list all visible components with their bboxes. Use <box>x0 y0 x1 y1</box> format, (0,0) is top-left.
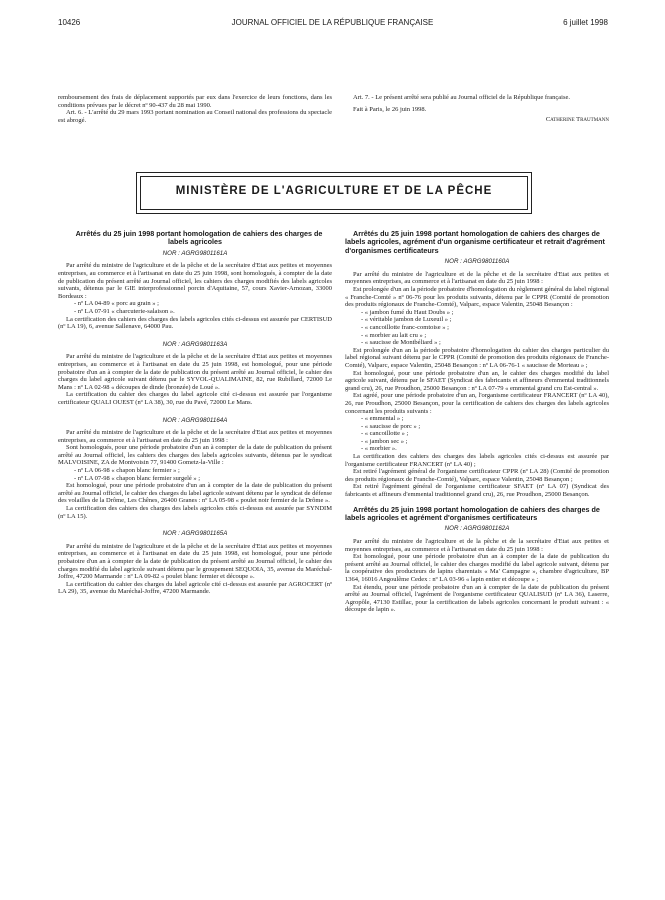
list-item: - nº LA 07-98 « chapon blanc fermier surgelé » ; <box>74 474 201 482</box>
list-item: - « saucisse de Montbéliard » ; <box>361 339 441 347</box>
issue-date: 6 juillet 1998 <box>563 18 608 27</box>
list-item: - « emmental » ; <box>361 415 404 423</box>
paragraph: Est retiré l'agrément général de l'organisme certificateur SFAET (nº LA 07) (Syndicat des fabricants et affineurs d'emmental traditionnel grand cru), 26, rue Proudhon, 25000 Besançon. <box>345 483 609 499</box>
paragraph: La certification des cahiers des charges des labels agricoles cités ci-dessus est assurée par l'organisme certificateur FRANCERT (nº LA 40) ; <box>345 453 609 468</box>
paragraph: Par arrêté du ministre de l'agriculture et de la pêche et de la secrétaire d'Etat aux petites et moyennes entreprises, au commerce et à l'artisanat en date du 25 juin 1998 : <box>345 538 609 553</box>
list-item: - « cancoillotte franc-comtoise » ; <box>361 323 449 331</box>
nor-reference: NOR : AGRG9801162A <box>444 525 510 533</box>
paragraph: Par arrêté du ministre de l'agriculture et de la pêche et de la secrétaire d'Etat aux petites et moyennes entreprises, au commerce et à l'artisanat en date du 25 juin 1998, est homologué, pour une période probatoire d'un an à compter de la date de publication du présent arrêté au Journal officiel, le cahier des charges modifié du label agricole suivant détenu par le groupement SEQUOIA, 35, avenue du Maréchal-Joffre, 47200 Marmande : nº LA 09-82 « poulet blanc fermier et découpe ». <box>58 542 332 581</box>
paragraph: Est prolongée d'un an la période probatoire d'homologation du cahier des charges particulier du label régional suivant détenu par le CPPR (Comité de promotion des produits régionaux de Franche-Comté), Valparc, espace Valentin, 25048 Besançon : nº LA 06-76-1 « saucisse de Morteau » ; <box>345 346 609 369</box>
paragraph: Est homologué, pour une période probatoire d'un an à compter de la date de publication du présent arrêté au Journal officiel, le cahier des charges du label agricole suivant détenu par le syndicat de défense des volailles de la Drôme, Les Chênes, 26400 Granes : nº LA 05-98 « poulet noir fermier de la Drôme ». <box>58 482 332 505</box>
ministry-banner <box>136 172 532 214</box>
top-right-block <box>345 94 609 124</box>
ministry-title: MINISTÈRE DE L'AGRICULTURE ET DE LA PÊCHE <box>175 185 493 197</box>
signing-place-date: Fait à Paris, le 26 juin 1998. <box>353 105 427 113</box>
article-6: Art. 6. - L'arrêté du 29 mars 1993 portant nomination au Conseil national des professions du spectacle est abrogé. <box>58 109 332 124</box>
list-item: - nº LA 06-98 « chapon blanc fermier » ; <box>74 467 180 475</box>
paragraph: Par arrêté du ministre de l'agriculture et de la pêche et de la secrétaire d'Etat aux petites et moyennes entreprises, au commerce et à l'artisanat en date du 25 juin 1998, est homologué, pour une période probatoire d'un an à compter de la date de publication du présent arrêté au Journal officiel, le cahier des charges du label agricole suivant détenu par le SYVOL-QUALIMAINE, 82, rue Rubillard, 72000 Le Mans : nº LA 02-98 « découpes de dinde (bronzée) de Loué ». <box>58 353 332 391</box>
nor-reference: NOR : AGRG9801161A <box>162 249 228 257</box>
page-number: 10426 <box>58 18 81 27</box>
paragraph: Est homologué, pour une période probatoire d'un an, le cahier des charges modifié du label agricole suivant, détenu par le SFAET (Syndicat des fabricants et affineurs d'emmental traditionnels grand cru), 26, rue Proudhon, 25000 Besançon : nº LA 07-79 « emmental grand cru Est-central ». <box>345 369 609 392</box>
paragraph: La certification des cahiers des charges des labels agricoles cités ci-dessus est assurée par SYNDIM (nº LA 15). <box>58 505 332 520</box>
list-item: - « cancoillotte » ; <box>361 430 409 438</box>
paragraph: Est homologué, pour une période probatoire d'un an à compter de la date de publication du présent arrêté au Journal officiel, le cahier des charges modifié du label agricole suivant, détenu par la coopérative des producteurs de lapins charentais « Ma' Campagne », chambre d'agriculture, BP 1364, 16016 Angoulême Cedex : nº LA 03-96 « lapin entier et découpe » ; <box>345 553 609 583</box>
list-item: - « morbier ». <box>361 445 397 453</box>
list-item: - « jambon fumé du Haut Doubs » ; <box>361 308 454 316</box>
journal-title: JOURNAL OFFICIEL DE LA RÉPUBLIQUE FRANÇAISE <box>231 18 434 27</box>
right-column <box>345 230 609 614</box>
list-item: - nº LA 07-91 « charcuterie-salaison ». <box>74 307 175 315</box>
paragraph: Est agréé, pour une période probatoire d'un an, l'organisme certificateur FRANCERT (nº LA 40), 26, rue Proudhon, 25000 Besançon, pour la certification de cahiers des charges des labels agricoles concernant les produits suivants : <box>345 392 609 415</box>
paragraph: La certification du cahier des charges du label agricole cité ci-dessus est assurée par l'organisme certificateur QUALI OUEST (nº LA 38), 30, rue du Pavé, 72000 Le Mans. <box>58 391 332 406</box>
paragraph: La certification des cahiers des charges des labels agricoles cités ci-dessus est assurée par CERTISUD (nº LA 19), 6, avenue Sallenave, 64000 Pau. <box>58 315 332 331</box>
nor-reference: NOR : AGRG9801160A <box>444 258 510 266</box>
nor-reference: NOR : AGRG9801165A <box>162 530 228 538</box>
section-title: Arrêtés du 25 juin 1998 portant homologation de cahiers des charges de labels agricoles <box>75 229 323 247</box>
list-item: - « véritable jambon de Luxeuil » ; <box>361 316 452 324</box>
paragraph: Est étendu, pour une période probatoire d'un an à compter de la date de publication du présent arrêté au Journal officiel, l'agrément de l'organisme certificateur QUALISUD (nº LA 36), Laserre, Agropôle, 47130 Estillac, pour la certification de labels agricoles concernant le produit suivant : « découpe de lapin ». <box>345 583 609 614</box>
article-7: Art. 7. - Le présent arrêté sera publié au Journal officiel de la République française. <box>353 94 570 101</box>
paragraph: La certification du cahier des charges du label agricole cité ci-dessus est assurée par AGROCERT (nº LA 29), 35, avenue du Maréchal-Joffre, 47200 Marmande. <box>58 580 332 596</box>
list-item: - « jambon sec » ; <box>361 437 408 445</box>
section-title: Arrêtés du 25 juin 1998 portant homologation de cahiers des charges de labels agricoles et agrément d'organismes certificateurs <box>345 504 600 523</box>
list-item: - « morbier au lait cru » ; <box>361 331 427 339</box>
top-left-block <box>58 94 332 124</box>
list-item: - « saucisse de porc » ; <box>361 422 421 430</box>
paragraph: Est prolongée d'un an la période probatoire d'homologation du règlement général du label régional « Franche-Comté » nº 06-76 pour les produits suivants, détenu par le CPPR (Comité de promotion des produits régionaux de Franche-Comté), Valparc, espace Valentin, 25048 Besançon : <box>345 286 609 309</box>
section-title: Arrêtés du 25 juin 1998 portant homologation de cahiers des charges de labels agricoles, agrément d'un organisme certificateur et retrait d'agrément d'organismes certificateurs <box>345 229 605 255</box>
list-item: - nº LA 04-89 « porc au grain » ; <box>74 300 159 308</box>
nor-reference: NOR : AGRG9801163A <box>162 340 228 348</box>
page-header <box>0 0 665 34</box>
left-column <box>58 230 332 596</box>
nor-reference: NOR : AGRG9801164A <box>162 416 228 424</box>
paragraph: remboursement des frais de déplacement supportés par eux dans l'exercice de leurs fonctions, dans les conditions prévues par le décret nº 90-437 du 28 mai 1990. <box>58 94 332 109</box>
paragraph: Par arrêté du ministre de l'agriculture et de la pêche et de la secrétaire d'Etat aux petites et moyennes entreprises, au commerce et à l'artisanat en date du 25 juin 1998 : <box>58 429 332 444</box>
paragraph: Par arrêté du ministre de l'agriculture et de la pêche et de la secrétaire d'Etat aux petites et moyennes entreprises, au commerce et à l'artisanat en date du 25 juin 1998, sont homologués, à compter de la date de publication du présent arrêté au Journal officiel, les cahiers des charges modifiés des labels agricoles suivants, détenus par le GIE interprofessionnel porcin d'Aquitaine, 57, cours Xavier-Arnozan, 33000 Bordeaux : <box>58 262 332 300</box>
paragraph: Sont homologués, pour une période probatoire d'un an à compter de la date de publication du présent arrêté au Journal officiel, les cahiers des charges des labels agricoles suivants, détenus par le syndicat MALVOISINE, ZA de Montvoisin 77, 91400 Gometz-la-Ville : <box>58 444 332 467</box>
signature: Catherine Trautmann <box>545 116 609 124</box>
paragraph: Par arrêté du ministre de l'agriculture et de la pêche et de la secrétaire d'Etat aux petites et moyennes entreprises, au commerce et à l'artisanat en date du 25 juin 1998 : <box>345 270 609 286</box>
paragraph: Est retiré l'agrément général de l'organisme certificateur CPPR (nº LA 28) (Comité de promotion des produits régionaux de Franche-Comté), Valparc, espace Valentin, 25048 Besançon ; <box>345 468 609 483</box>
